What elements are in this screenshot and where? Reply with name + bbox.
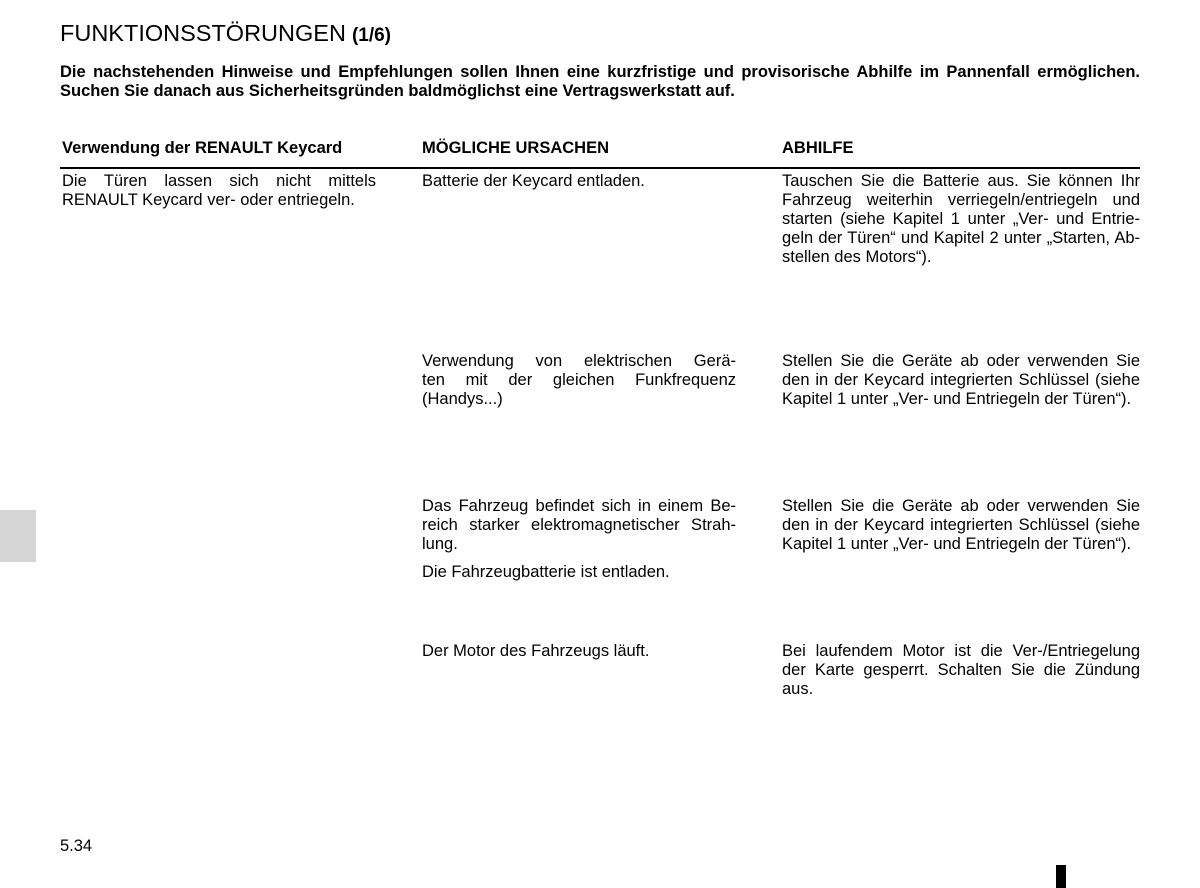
text-line: Die Türen lassen sich nicht mittels: [62, 171, 376, 190]
text-line: stellen des Motors“).: [782, 247, 932, 266]
text-line: (Handys...): [422, 389, 503, 408]
header-divider: [60, 167, 1140, 169]
cause-cell: [422, 172, 736, 191]
text-line: ten mit der gleichen Funkfrequenz: [422, 370, 736, 389]
text-line: reich starker elektromagnetischer Strah-: [422, 515, 736, 534]
text-line: Verwendung von elektrischen Gerä-: [422, 351, 736, 370]
page-title-part: (1/6): [351, 25, 392, 46]
text-line: Batterie der Keycard entladen.: [422, 171, 645, 190]
text-line: Bei laufendem Motor ist die Ver-/Entriegelung: [782, 641, 1140, 660]
page-edge-marker: [1056, 865, 1066, 888]
column-header-remedy: ABHILFE: [782, 138, 854, 157]
text-line: Der Motor des Fahrzeugs läuft.: [422, 641, 650, 660]
text-line: starten (siehe Kapitel 1 unter „Ver- und Entrie-: [782, 209, 1140, 228]
column-header-causes: MÖGLICHE URSACHEN: [422, 138, 610, 157]
cause-cell: [422, 352, 736, 409]
chapter-tab: [0, 510, 36, 562]
text-line: den in der Keycard integrierten Schlüssel (siehe: [782, 515, 1140, 534]
keycard-usage-cell: [62, 172, 376, 210]
intro-line: Die nachstehenden Hinweise und Empfehlungen sollen Ihnen eine kurzfristige und provisorische Abhilfe im Pannenfall ermöglichen.: [60, 62, 1140, 81]
remedy-cell: [782, 642, 1140, 699]
cause-cell: [422, 563, 736, 582]
page-title: [60, 21, 391, 48]
remedy-cell: [782, 172, 1140, 267]
text-line: Stellen Sie die Geräte ab oder verwenden Sie: [782, 496, 1140, 515]
page-number: 5.34: [60, 836, 93, 855]
text-line: Kapitel 1 unter „Ver- und Entriegeln der Türen“).: [782, 389, 1132, 408]
column-header-usage: Verwendung der RENAULT Keycard: [62, 138, 343, 157]
text-line: der Karte gesperrt. Schalten Sie die Zündung: [782, 660, 1140, 679]
text-line: aus.: [782, 679, 814, 698]
text-line: lung.: [422, 534, 458, 553]
text-line: Die Fahrzeugbatterie ist entladen.: [422, 562, 670, 581]
remedy-cell: [782, 352, 1140, 409]
text-line: Fahrzeug weiterhin verriegeln/entriegeln und: [782, 190, 1140, 209]
cause-cell: [422, 642, 736, 661]
cause-cell: [422, 497, 736, 554]
remedy-cell: [782, 497, 1140, 554]
text-line: RENAULT Keycard ver- oder entriegeln.: [62, 190, 355, 209]
text-line: geln der Türen“ und Kapitel 2 unter „Starten, Ab-: [782, 228, 1140, 247]
text-line: den in der Keycard integrierten Schlüssel (siehe: [782, 370, 1140, 389]
page-title-text: FUNKTIONSSTÖRUNGEN: [60, 20, 346, 46]
text-line: Kapitel 1 unter „Ver- und Entriegeln der Türen“).: [782, 534, 1132, 553]
text-line: Tauschen Sie die Batterie aus. Sie können Ihr: [782, 171, 1140, 190]
text-line: Das Fahrzeug befindet sich in einem Be-: [422, 496, 736, 515]
intro-line: Suchen Sie danach aus Sicherheitsgründen baldmöglichst eine Vertragswerkstatt auf.: [60, 81, 735, 100]
intro-paragraph: [60, 63, 1140, 101]
text-line: Stellen Sie die Geräte ab oder verwenden Sie: [782, 351, 1140, 370]
